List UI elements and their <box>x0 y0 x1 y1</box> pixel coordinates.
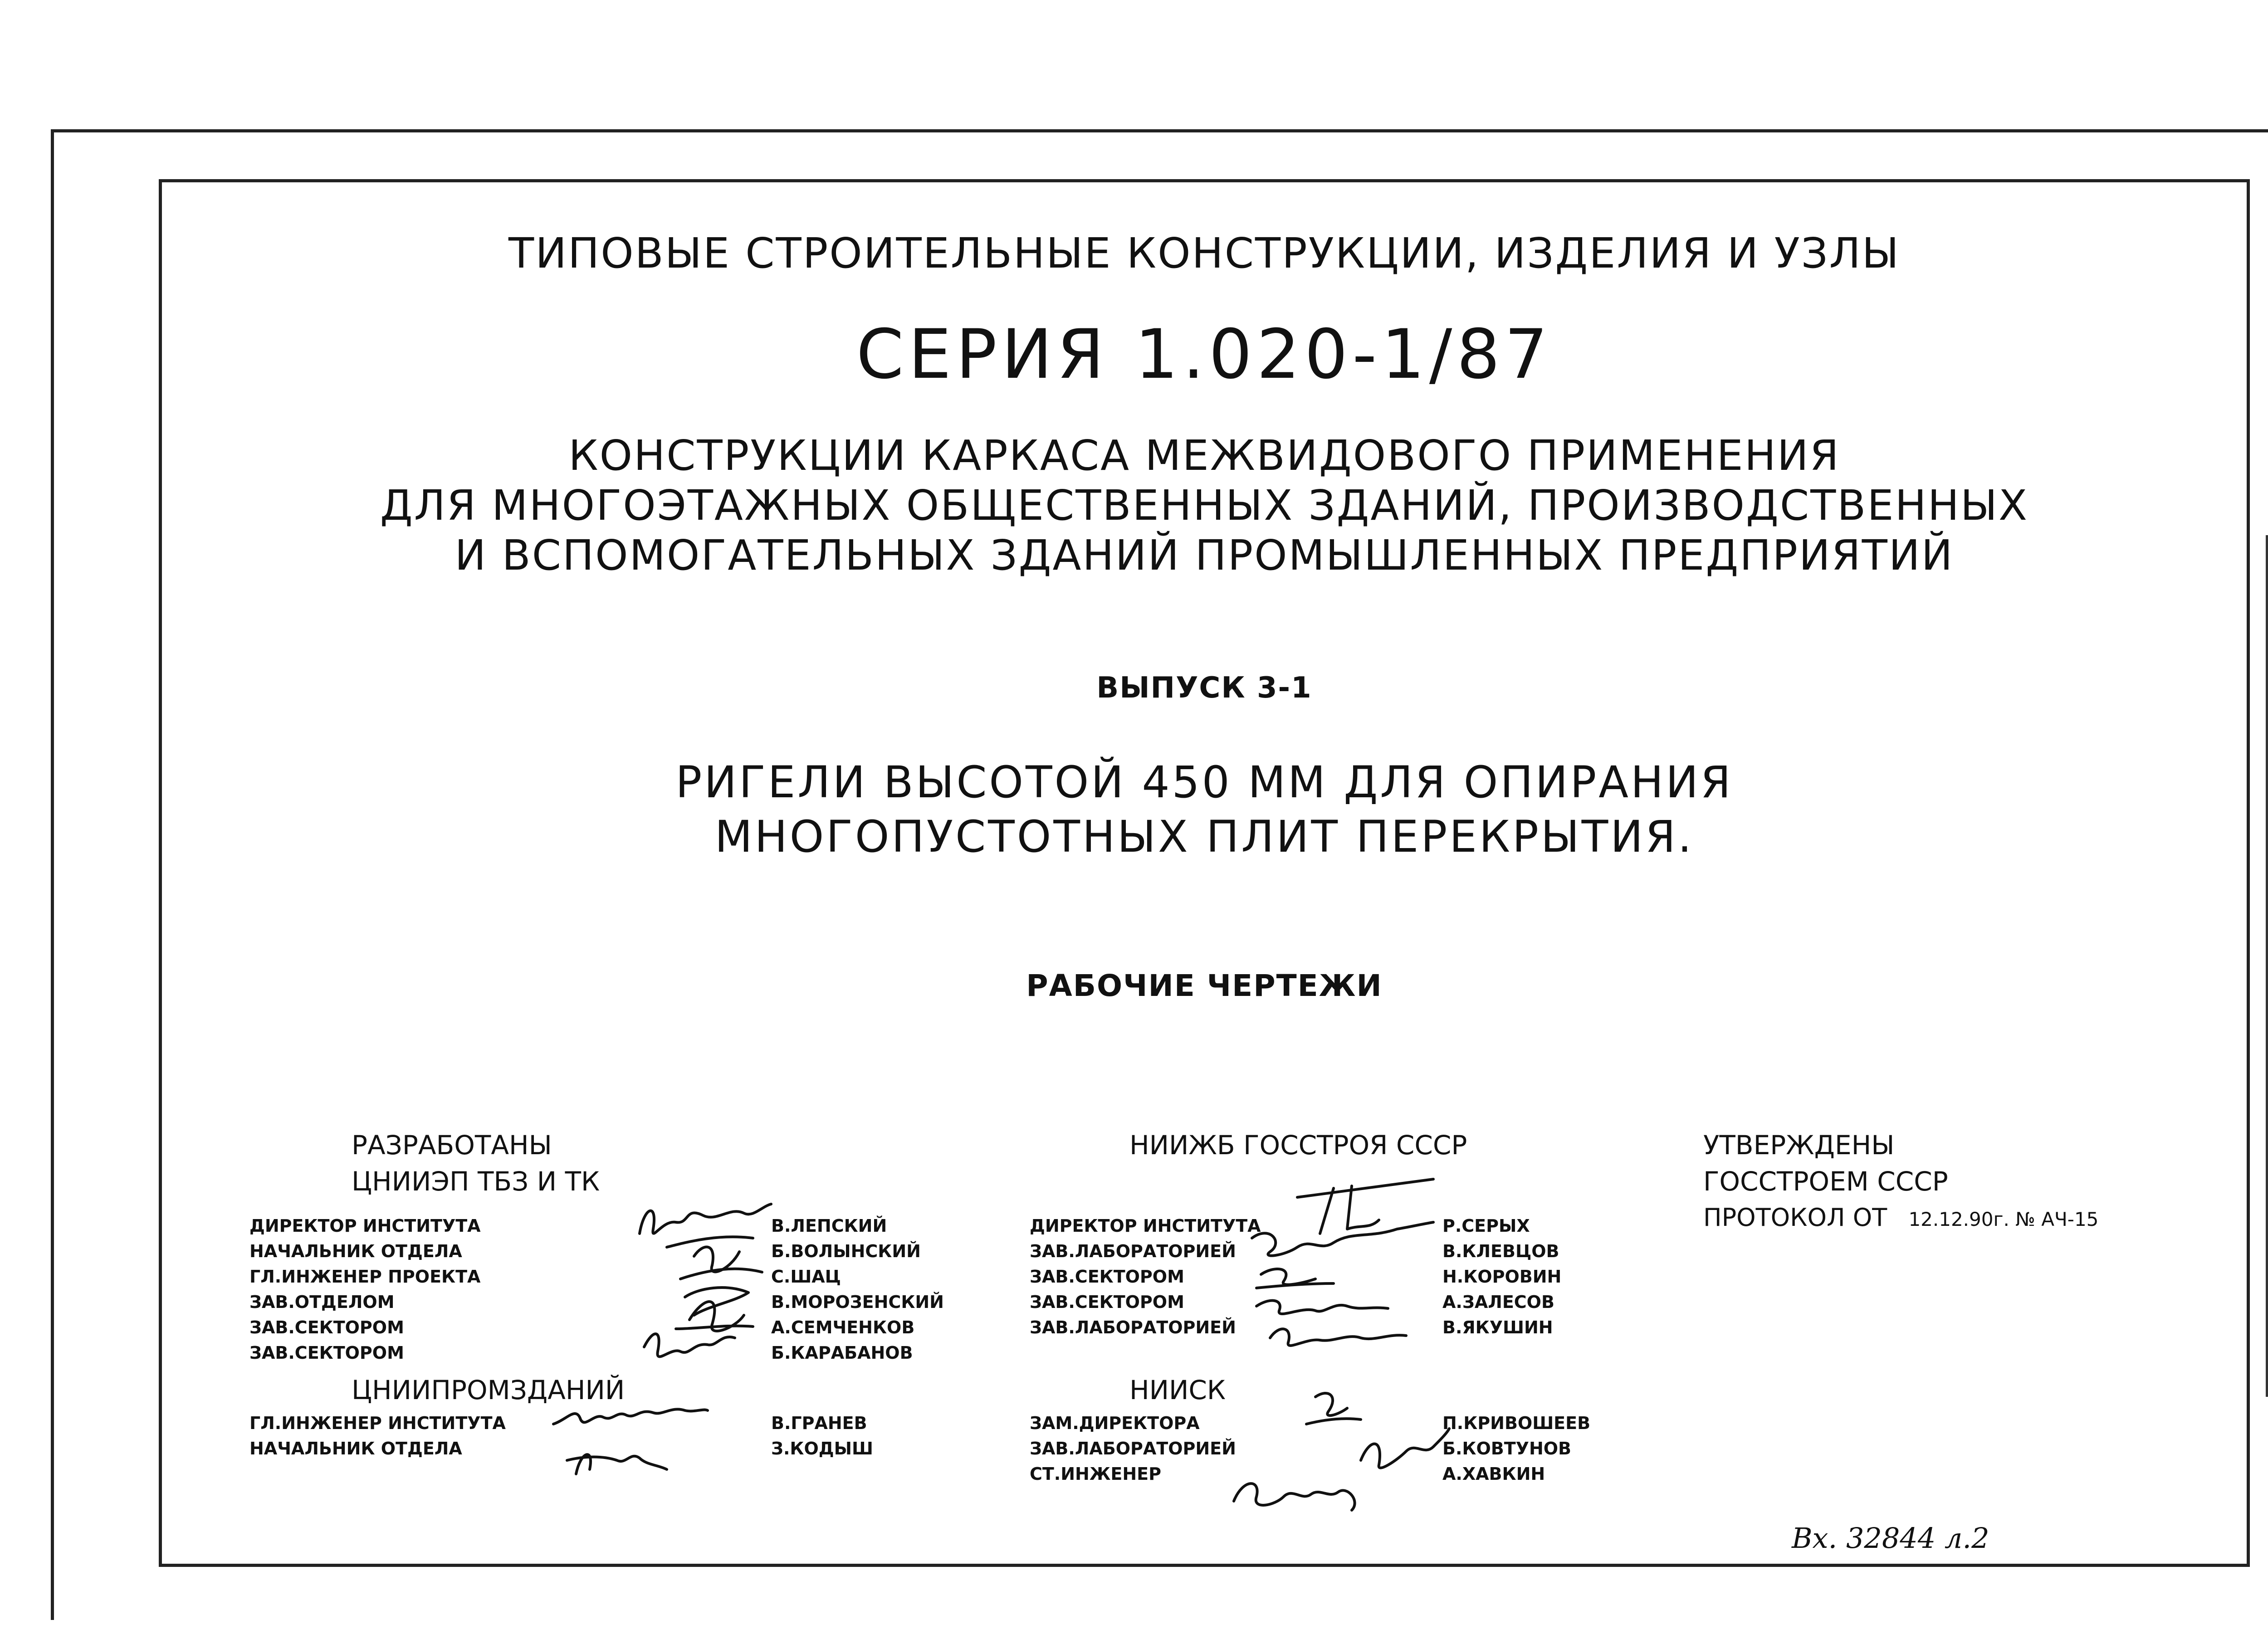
subject-block <box>159 431 2250 581</box>
approval-org: ГОССТРОЕМ СССР <box>1703 1166 1948 1197</box>
subject-line: И ВСПОМОГАТЕЛЬНЫХ ЗДАНИЙ ПРОМЫШЛЕННЫХ ПРЕДПРИЯТИЙ <box>455 531 1954 580</box>
part-line: МНОГОПУСТОТНЫХ ПЛИТ ПЕРЕКРЫТИЯ. <box>714 811 1694 862</box>
signatory-name: В.ЛЕПСКИЙ <box>771 1216 887 1236</box>
position: ЗАМ.ДИРЕКТОРА <box>1030 1413 1200 1433</box>
signatory-name: А.СЕМЧЕНКОВ <box>771 1317 915 1337</box>
developers-signatures <box>626 1179 776 1374</box>
niizhb-positions <box>1030 1213 1261 1340</box>
position: ДИРЕКТОР ИНСТИТУТА <box>249 1216 481 1236</box>
subject-line: ДЛЯ МНОГОЭТАЖНЫХ ОБЩЕСТВЕННЫХ ЗДАНИЙ, ПРОИЗВОДСТВЕННЫХ <box>380 481 2029 530</box>
signatory-name: В.КЛЕВЦОВ <box>1442 1241 1559 1261</box>
drawings-label: РАБОЧИЕ ЧЕРТЕЖИ <box>1026 968 1383 1003</box>
position: ДИРЕКТОР ИНСТИТУТА <box>1030 1216 1261 1236</box>
position: ГЛ.ИНЖЕНЕР ПРОЕКТА <box>249 1267 481 1287</box>
signatory-name: З.КОДЫШ <box>771 1439 873 1459</box>
protocol-value: 12.12.90г. № АЧ-15 <box>1908 1208 2099 1230</box>
promzdaniy-positions <box>249 1410 506 1461</box>
part-line: РИГЕЛИ ВЫСОТОЙ 450 ММ ДЛЯ ОПИРАНИЯ <box>675 757 1733 808</box>
niizhb-signatures <box>1243 1170 1442 1351</box>
niisk-heading: НИИСК <box>1129 1375 1226 1405</box>
position: ЗАВ.СЕКТОРОМ <box>249 1317 404 1337</box>
developers-heading <box>352 1127 600 1200</box>
developers-org: ЦНИИЭП ТБЗ И ТК <box>352 1166 600 1197</box>
position: ЗАВ.ЛАБОРАТОРИЕЙ <box>1030 1317 1236 1337</box>
edge-mark <box>2266 535 2268 1397</box>
approval-protocol <box>1703 1200 2098 1238</box>
approval-heading <box>1703 1127 1948 1200</box>
subject-line: КОНСТРУКЦИИ КАРКАСА МЕЖВИДОВОГО ПРИМЕНЕНИЯ <box>568 431 1840 480</box>
signatory-name: Р.СЕРЫХ <box>1442 1216 1530 1236</box>
position: ГЛ.ИНЖЕНЕР ИНСТИТУТА <box>249 1413 506 1433</box>
position: СТ.ИНЖЕНЕР <box>1030 1464 1161 1484</box>
part-title <box>159 755 2250 864</box>
position: ЗАВ.СЕКТОРОМ <box>1030 1267 1184 1287</box>
developers-positions <box>249 1213 481 1366</box>
issue-number: ВЫПУСК 3-1 <box>1096 671 1312 705</box>
signatory-name: А.ЗАЛЕСОВ <box>1442 1292 1554 1312</box>
promzdaniy-heading: ЦНИИПРОМЗДАНИЙ <box>352 1375 625 1405</box>
position: ЗАВ.ЛАБОРАТОРИЕЙ <box>1030 1241 1236 1261</box>
signatory-name: А.ХАВКИН <box>1442 1464 1545 1484</box>
signatory-name: Б.ВОЛЫНСКИЙ <box>771 1241 921 1261</box>
signatory-name: П.КРИВОШЕЕВ <box>1442 1413 1591 1433</box>
protocol-label: ПРОТОКОЛ ОТ <box>1703 1203 1887 1232</box>
approval-heading-line: УТВЕРЖДЕНЫ <box>1703 1130 1895 1161</box>
position: ЗАВ.ОТДЕЛОМ <box>249 1292 395 1312</box>
series-number: СЕРИЯ 1.020-1/87 <box>856 315 1553 394</box>
signatory-name: В.ГРАНЕВ <box>771 1413 867 1433</box>
signatory-name: Б.КАРАБАНОВ <box>771 1343 913 1363</box>
signatory-name: С.ШАЦ <box>771 1267 841 1287</box>
signatory-name: Б.КОВТУНОВ <box>1442 1439 1572 1459</box>
promzdaniy-names <box>771 1410 873 1461</box>
position: НАЧАЛЬНИК ОТДЕЛА <box>249 1439 462 1459</box>
position: НАЧАЛЬНИК ОТДЕЛА <box>249 1241 462 1261</box>
signatory-name: Н.КОРОВИН <box>1442 1267 1562 1287</box>
niisk-signatures <box>1225 1383 1452 1519</box>
developers-names <box>771 1213 944 1366</box>
niizhb-names <box>1442 1213 1561 1340</box>
niisk-names <box>1442 1410 1590 1487</box>
position: ЗАВ.СЕКТОРОМ <box>249 1343 404 1363</box>
signatory-name: В.МОРОЗЕНСКИЙ <box>771 1292 944 1312</box>
promzdaniy-signatures <box>549 1397 712 1492</box>
position: ЗАВ.ЛАБОРАТОРИЕЙ <box>1030 1439 1236 1459</box>
registration-number: Вх. 32844 л.2 <box>1792 1522 1989 1555</box>
niizhb-heading: НИИЖБ ГОССТРОЯ СССР <box>1129 1130 1467 1161</box>
signatory-name: В.ЯКУШИН <box>1442 1317 1553 1337</box>
niisk-positions <box>1030 1410 1236 1487</box>
document-title: ТИПОВЫЕ СТРОИТЕЛЬНЫЕ КОНСТРУКЦИИ, ИЗДЕЛИЯ И УЗЛЫ <box>508 229 1900 278</box>
developers-heading-line: РАЗРАБОТАНЫ <box>352 1130 552 1161</box>
position: ЗАВ.СЕКТОРОМ <box>1030 1292 1184 1312</box>
